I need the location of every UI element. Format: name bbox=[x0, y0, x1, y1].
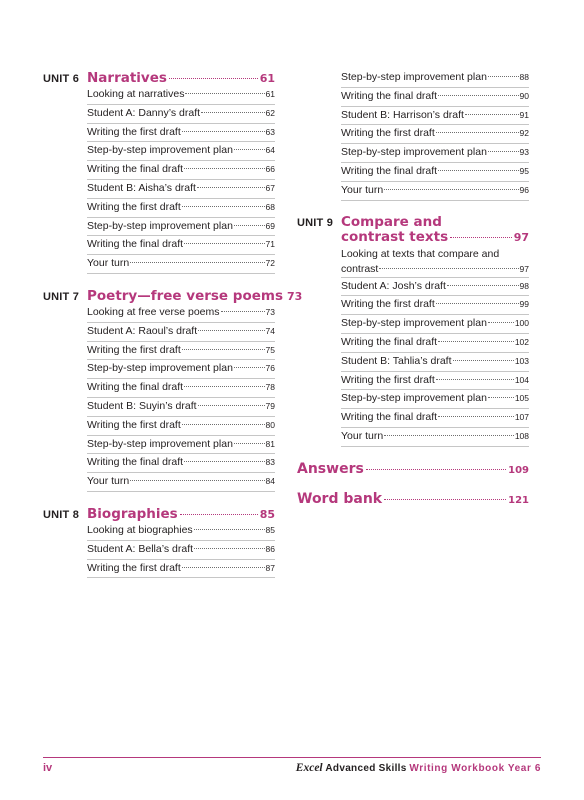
toc-entry[interactable] bbox=[341, 182, 529, 201]
unit-label: UNIT 7 bbox=[43, 290, 80, 303]
dot-leader bbox=[184, 461, 264, 462]
entry-title: Your turn bbox=[341, 429, 384, 442]
toc-entry[interactable] bbox=[87, 180, 275, 199]
entry-title: Student A: Raoul’s draft bbox=[87, 324, 198, 337]
dot-leader bbox=[182, 131, 265, 132]
toc-entry[interactable] bbox=[87, 142, 275, 161]
toc-entry[interactable] bbox=[87, 398, 275, 417]
toc-entry[interactable] bbox=[341, 390, 529, 409]
footer-brand bbox=[296, 762, 541, 774]
entry-page: 69 bbox=[265, 220, 275, 231]
dot-leader bbox=[447, 285, 519, 286]
toc-entry[interactable] bbox=[341, 88, 529, 107]
unit-entries bbox=[87, 86, 275, 274]
dot-leader bbox=[185, 93, 264, 94]
answers-link[interactable] bbox=[297, 461, 529, 477]
dot-leader bbox=[438, 170, 518, 171]
entry-title: Student A: Bella’s draft bbox=[87, 542, 194, 555]
entry-page: 103 bbox=[514, 355, 529, 366]
dot-leader bbox=[194, 529, 265, 530]
toc-entry[interactable] bbox=[87, 161, 275, 180]
entry-title: Student A: Danny’s draft bbox=[87, 106, 201, 119]
toc-entry[interactable] bbox=[341, 144, 529, 163]
dot-leader bbox=[488, 151, 519, 152]
dot-leader bbox=[184, 386, 264, 387]
toc-entry[interactable] bbox=[341, 125, 529, 144]
entry-page: 98 bbox=[519, 280, 529, 291]
dot-leader bbox=[234, 367, 265, 368]
dot-leader bbox=[436, 379, 514, 380]
entry-title-continued: contrast bbox=[341, 262, 379, 275]
word-bank-title: Word bank bbox=[297, 490, 383, 507]
entry-page: 67 bbox=[265, 182, 275, 193]
word-bank-link[interactable] bbox=[297, 491, 529, 507]
unit-label: UNIT 6 bbox=[43, 73, 80, 85]
dot-leader bbox=[379, 268, 518, 269]
entry-page: 107 bbox=[514, 412, 529, 423]
unit-page: 61 bbox=[259, 72, 275, 85]
answers-page: 109 bbox=[508, 464, 529, 476]
unit-entries bbox=[341, 69, 529, 201]
dot-leader bbox=[450, 237, 512, 238]
entry-page: 92 bbox=[519, 128, 529, 139]
toc-entry[interactable] bbox=[87, 199, 275, 218]
entry-title: Writing the first draft bbox=[87, 561, 181, 574]
entry-page: 83 bbox=[265, 457, 275, 468]
brand-series: Advanced Skills bbox=[325, 763, 407, 774]
entry-title: Looking at biographies bbox=[87, 523, 193, 536]
entry-page: 74 bbox=[265, 325, 275, 336]
unit-title: Biographies bbox=[87, 505, 178, 522]
entry-title: Your turn bbox=[341, 183, 384, 196]
toc-entry[interactable] bbox=[341, 353, 529, 372]
entry-page: 66 bbox=[265, 164, 275, 175]
entry-page: 72 bbox=[265, 258, 275, 269]
toc-entry[interactable] bbox=[341, 428, 529, 447]
dot-leader bbox=[169, 78, 258, 79]
toc-entry[interactable] bbox=[87, 323, 275, 342]
unit-label: UNIT 9 bbox=[297, 216, 334, 229]
dot-leader bbox=[436, 132, 519, 133]
toc-entry[interactable] bbox=[341, 372, 529, 391]
entry-title: Student B: Tahlia’s draft bbox=[341, 354, 452, 367]
unit-8 bbox=[43, 506, 275, 578]
entry-title: Step-by-step improvement plan bbox=[87, 219, 233, 232]
entry-page: 68 bbox=[265, 201, 275, 212]
dot-leader bbox=[198, 330, 264, 331]
dot-leader bbox=[182, 424, 265, 425]
toc-entry[interactable] bbox=[87, 560, 275, 579]
dot-leader bbox=[436, 303, 519, 304]
entry-title: Looking at texts that compare and bbox=[341, 247, 500, 260]
toc-entry[interactable] bbox=[341, 163, 529, 182]
entry-page: 62 bbox=[265, 107, 275, 118]
unit-page: 97 bbox=[513, 230, 529, 244]
entry-page: 91 bbox=[519, 109, 529, 120]
unit-title-line-2: contrast texts bbox=[341, 228, 449, 245]
dot-leader bbox=[182, 206, 265, 207]
unit-title-link[interactable] bbox=[87, 288, 302, 304]
dot-leader bbox=[201, 112, 264, 113]
entry-page: 90 bbox=[519, 90, 529, 101]
entry-title: Writing the first draft bbox=[87, 343, 181, 356]
toc-entry[interactable] bbox=[341, 409, 529, 428]
toc-entry[interactable] bbox=[87, 124, 275, 143]
entry-title: Writing the final draft bbox=[341, 411, 438, 424]
unit-title-link[interactable] bbox=[341, 215, 529, 245]
entry-page: 100 bbox=[514, 318, 529, 329]
unit-entries bbox=[87, 522, 275, 578]
unit-entries bbox=[341, 245, 529, 447]
entry-page: 108 bbox=[514, 430, 529, 441]
entry-title: Writing the final draft bbox=[341, 89, 438, 102]
entry-title: Student B: Suyin’s draft bbox=[87, 399, 197, 412]
dot-leader bbox=[438, 95, 518, 96]
toc-entry[interactable] bbox=[87, 454, 275, 473]
entry-title: Your turn bbox=[87, 257, 130, 270]
unit-7 bbox=[43, 287, 303, 492]
entry-title: Looking at free verse poems bbox=[87, 305, 220, 318]
entry-page: 88 bbox=[519, 72, 529, 82]
entry-page: 99 bbox=[519, 299, 529, 310]
entry-page: 93 bbox=[519, 147, 529, 158]
entry-page: 79 bbox=[265, 400, 275, 411]
toc-entry[interactable] bbox=[87, 360, 275, 379]
toc-left-column bbox=[43, 70, 303, 592]
dot-leader bbox=[234, 443, 265, 444]
toc-entry[interactable] bbox=[341, 69, 529, 88]
toc-entry[interactable] bbox=[87, 236, 275, 255]
answers-title: Answers bbox=[297, 460, 364, 477]
unit-label: UNIT 8 bbox=[43, 508, 80, 521]
entry-page: 85 bbox=[265, 524, 275, 535]
entry-title: Step-by-step improvement plan bbox=[341, 146, 487, 159]
dot-leader bbox=[130, 262, 264, 263]
entry-title: Writing the final draft bbox=[87, 163, 184, 176]
unit-9 bbox=[297, 215, 529, 447]
entry-title: Step-by-step improvement plan bbox=[341, 392, 487, 405]
dot-leader bbox=[184, 168, 264, 169]
entry-page: 61 bbox=[265, 89, 275, 99]
entry-page: 73 bbox=[265, 306, 275, 317]
toc-entry[interactable] bbox=[341, 245, 529, 278]
toc-entry[interactable] bbox=[341, 296, 529, 315]
dot-leader bbox=[488, 397, 514, 398]
entry-title: Student B: Aisha’s draft bbox=[87, 181, 196, 194]
unit-title-link[interactable] bbox=[87, 70, 275, 86]
entry-page: 102 bbox=[514, 336, 529, 347]
dot-leader bbox=[465, 114, 519, 115]
dot-leader bbox=[488, 76, 519, 77]
dot-leader bbox=[234, 149, 265, 150]
page-footer bbox=[43, 757, 541, 778]
dot-leader bbox=[198, 405, 265, 406]
entry-page: 63 bbox=[265, 126, 275, 137]
entry-page: 64 bbox=[265, 145, 275, 156]
toc-entry[interactable] bbox=[341, 107, 529, 126]
toc-entry[interactable] bbox=[87, 86, 275, 105]
dot-leader bbox=[438, 416, 514, 417]
unit-title: Poetry—free verse poems bbox=[87, 287, 283, 304]
entry-title: Writing the first draft bbox=[87, 125, 181, 138]
toc-entry[interactable] bbox=[87, 342, 275, 361]
unit-6 bbox=[43, 70, 275, 274]
entry-title: Step-by-step improvement plan bbox=[87, 144, 233, 157]
entry-title: Step-by-step improvement plan bbox=[341, 317, 487, 330]
dot-leader bbox=[366, 469, 506, 470]
toc-entry[interactable] bbox=[87, 255, 275, 274]
toc-entry[interactable] bbox=[87, 218, 275, 237]
entry-page: 95 bbox=[519, 165, 529, 176]
entry-page: 75 bbox=[265, 344, 275, 355]
entry-page: 86 bbox=[265, 543, 275, 554]
unit-entries bbox=[87, 304, 275, 492]
entry-title: Student A: Josh’s draft bbox=[341, 279, 446, 292]
toc-entry[interactable] bbox=[341, 278, 529, 297]
entry-page: 105 bbox=[514, 393, 529, 404]
dot-leader bbox=[180, 514, 258, 515]
unit-page: 85 bbox=[259, 507, 275, 521]
entry-page: 80 bbox=[265, 419, 275, 430]
entry-title: Writing the first draft bbox=[341, 373, 435, 386]
entry-title: Step-by-step improvement plan bbox=[87, 362, 233, 375]
dot-leader bbox=[182, 349, 265, 350]
entry-title: Writing the final draft bbox=[87, 456, 184, 469]
toc-entry[interactable] bbox=[341, 334, 529, 353]
entry-title: Writing the first draft bbox=[87, 200, 181, 213]
entry-page: 97 bbox=[519, 263, 529, 274]
dot-leader bbox=[197, 187, 265, 188]
brand-excel: Excel bbox=[295, 762, 323, 774]
entry-title: Writing the final draft bbox=[87, 238, 184, 251]
toc-entry[interactable] bbox=[87, 436, 275, 455]
unit-title-link[interactable] bbox=[87, 506, 275, 522]
entry-title: Step-by-step improvement plan bbox=[87, 437, 233, 450]
entry-title: Writing the final draft bbox=[87, 381, 184, 394]
dot-leader bbox=[384, 189, 518, 190]
dot-leader bbox=[184, 243, 264, 244]
entry-page: 81 bbox=[265, 438, 275, 449]
toc-entry[interactable] bbox=[87, 541, 275, 560]
dot-leader bbox=[384, 435, 514, 436]
entry-title: Looking at narratives bbox=[87, 88, 185, 100]
entry-title: Writing the first draft bbox=[87, 418, 181, 431]
toc-entry[interactable] bbox=[87, 522, 275, 541]
entry-title: Student B: Harrison’s draft bbox=[341, 108, 464, 121]
unit-title: Narratives bbox=[87, 70, 167, 86]
unit-8-continued bbox=[297, 69, 529, 201]
entry-page: 76 bbox=[265, 363, 275, 374]
dot-leader bbox=[488, 322, 514, 323]
toc-entry[interactable] bbox=[87, 473, 275, 492]
entry-title: Writing the first draft bbox=[341, 298, 435, 311]
dot-leader bbox=[234, 225, 265, 226]
toc-entry[interactable] bbox=[341, 315, 529, 334]
page-number: iv bbox=[43, 762, 53, 774]
dot-leader bbox=[182, 567, 265, 568]
toc-entry[interactable] bbox=[87, 417, 275, 436]
unit-page: 73 bbox=[286, 289, 303, 303]
entry-title: Writing the final draft bbox=[341, 164, 438, 177]
dot-leader bbox=[453, 360, 514, 361]
entry-page: 104 bbox=[514, 374, 529, 385]
dot-leader bbox=[194, 548, 264, 549]
entry-page: 84 bbox=[265, 476, 275, 487]
unit-title-line-1: Compare and bbox=[341, 213, 442, 230]
entry-title: Writing the final draft bbox=[341, 335, 438, 348]
entry-title: Writing the first draft bbox=[341, 127, 435, 140]
toc-entry[interactable] bbox=[87, 105, 275, 124]
entry-title: Your turn bbox=[87, 475, 130, 488]
dot-leader bbox=[438, 341, 514, 342]
toc-right-column bbox=[297, 70, 529, 521]
entry-page: 78 bbox=[265, 382, 275, 393]
entry-page: 96 bbox=[519, 184, 529, 195]
toc-entry[interactable] bbox=[87, 379, 275, 398]
dot-leader bbox=[130, 480, 264, 481]
dot-leader bbox=[221, 311, 265, 312]
toc-entry[interactable] bbox=[87, 304, 275, 323]
book-title: Writing Workbook Year 6 bbox=[409, 763, 541, 774]
dot-leader bbox=[384, 499, 506, 500]
entry-page: 71 bbox=[265, 239, 275, 250]
entry-page: 87 bbox=[265, 562, 275, 573]
entry-title: Step-by-step improvement plan bbox=[341, 71, 487, 83]
word-bank-page: 121 bbox=[508, 494, 529, 506]
